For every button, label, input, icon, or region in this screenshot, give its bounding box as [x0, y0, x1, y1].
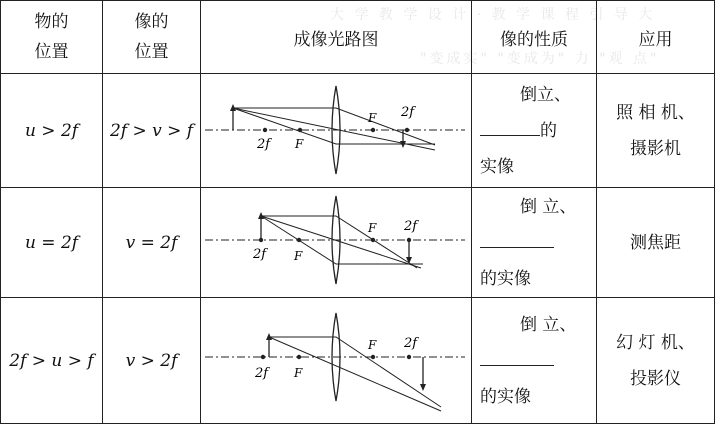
- fill-in-blank: [480, 229, 554, 248]
- point-f-left: [297, 355, 301, 359]
- label-f-left: F: [294, 366, 303, 380]
- point-f-left: [297, 238, 301, 242]
- nature-line1: 倒 立、: [520, 196, 577, 217]
- application-cell: [597, 298, 715, 424]
- label-f-left: F: [294, 249, 303, 263]
- header-image-position: [103, 1, 201, 74]
- nature-line2: [480, 225, 596, 261]
- object-position-cell: 2f > u > f: [1, 298, 103, 424]
- point-2f-right: [405, 128, 409, 132]
- point-f-left: [298, 128, 302, 132]
- header-application: 应用: [597, 1, 715, 74]
- ray-diagram-cell: [201, 188, 472, 298]
- ray-diagram-object-between-f-and-2f: [203, 303, 469, 413]
- application-line1: 测焦距: [630, 232, 681, 253]
- point-f-right: [371, 128, 375, 132]
- header-object-position: [1, 1, 103, 74]
- image-position-cell: v = 2f: [103, 188, 201, 298]
- label-2f-left: 2f: [255, 366, 269, 381]
- table-row: [1, 188, 715, 298]
- header-object-position-line1: 物的: [34, 12, 69, 32]
- image-nature-cell: [472, 188, 597, 298]
- nature-line2: [480, 113, 596, 149]
- ray-diagram-cell: [201, 74, 472, 188]
- application-line2: 投影仪: [630, 368, 681, 389]
- point-f-right: [371, 238, 375, 242]
- image-arrowhead: [420, 384, 426, 391]
- bleed-line-2: "变成实" "变成为" 力 "观 点": [420, 51, 660, 66]
- application-line2: 摄影机: [630, 138, 681, 159]
- fill-in-blank: [480, 347, 554, 366]
- nature-line3: 的实像: [480, 268, 531, 289]
- label-2f-right: 2f: [404, 336, 418, 351]
- nature-line1: 倒立、: [520, 84, 571, 105]
- object-position-cell: u = 2f: [1, 188, 103, 298]
- label-2f-right: 2f: [401, 105, 415, 120]
- header-ray-diagram: 成像光路图: [201, 1, 472, 74]
- application-cell: [597, 74, 715, 188]
- header-image-nature: 像的性质: [472, 1, 597, 74]
- label-f-right: F: [368, 111, 377, 125]
- table-row: [1, 74, 715, 188]
- label-2f-left: 2f: [257, 137, 271, 152]
- application-line1: 照 相 机、: [616, 102, 695, 123]
- nature-line1: 倒 立、: [520, 314, 577, 335]
- table-row: [1, 298, 715, 424]
- ray-diagram-object-at-2f: [203, 190, 469, 290]
- application-cell: [597, 188, 715, 298]
- nature-line2: [480, 343, 596, 379]
- header-row: [1, 1, 715, 74]
- header-object-position-line2: 位置: [34, 42, 69, 62]
- nature-blank-suffix: 的: [540, 120, 557, 141]
- label-f-right: F: [368, 221, 377, 235]
- image-position-cell: 2f > v > f: [103, 74, 201, 188]
- image-nature-cell: [472, 74, 597, 188]
- nature-line3: 实像: [480, 156, 514, 177]
- header-image-position-line1: 像的: [134, 12, 169, 32]
- point-2f-right: [407, 238, 411, 242]
- header-image-position-line2: 位置: [134, 42, 169, 62]
- bleed-line-1: 大 学 教 学 设 计 · 教 学 课 程 引 导 大: [330, 7, 656, 23]
- ray-diagram-object-beyond-2f: [203, 78, 469, 178]
- image-nature-cell: [472, 298, 597, 424]
- nature-line3: 的实像: [480, 386, 531, 407]
- label-2f-right: 2f: [404, 219, 418, 234]
- point-2f-left: [259, 238, 263, 242]
- point-2f-right: [407, 355, 411, 359]
- label-f-right: F: [368, 338, 377, 352]
- point-2f-left: [261, 355, 265, 359]
- object-position-cell: u > 2f: [1, 74, 103, 188]
- ray-center: [261, 216, 421, 268]
- application-line1: 幻 灯 机、: [616, 332, 695, 353]
- point-f-right: [371, 355, 375, 359]
- ray-diagram-cell: [201, 298, 472, 424]
- label-f-left: F: [295, 137, 304, 151]
- point-2f-left: [263, 128, 267, 132]
- label-2f-left: 2f: [253, 247, 267, 262]
- fill-in-blank: [480, 117, 540, 136]
- image-position-cell: v > 2f: [103, 298, 201, 424]
